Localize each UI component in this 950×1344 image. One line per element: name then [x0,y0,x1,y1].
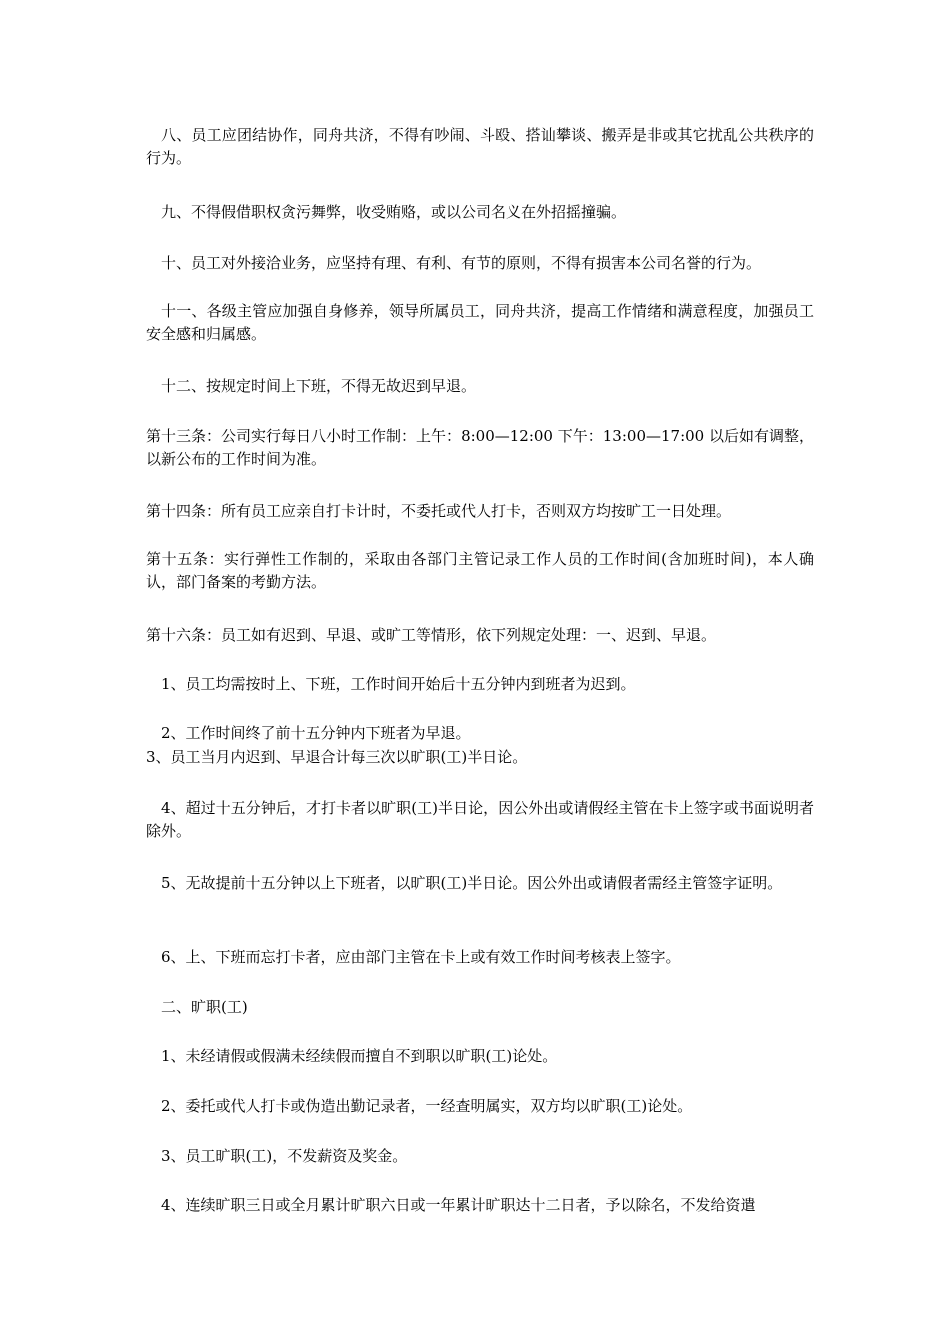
paragraph-article-14: 第十四条：所有员工应亲自打卡计时，不委托或代人打卡，否则双方均按旷工一日处理。 [146,502,732,520]
paragraph-rule-9: 九、不得假借职权贪污舞弊，收受贿赂，或以公司名义在外招摇撞骗。 [161,203,627,221]
paragraph-absence-4: 4、连续旷职三日或全月累计旷职六日或一年累计旷职达十二日者，予以除名，不发给资遣 [161,1196,756,1214]
paragraph-rule-11: 十一、各级主管应加强自身修养，领导所属员工，同舟共济，提高工作情绪和满意程度，加强员工安全感和归属感。 [146,302,814,343]
paragraph-rule-12: 十二、按规定时间上下班，不得无故迟到早退。 [161,377,477,395]
paragraph-item-4: 4、超过十五分钟后，才打卡者以旷职(工)半日论，因公外出或请假经主管在卡上签字或书面说明者除外。 [146,799,814,840]
paragraph-item-2: 2、工作时间终了前十五分钟内下班者为早退。 [161,724,471,742]
paragraph-rule-10: 十、员工对外接洽业务，应坚持有理、有利、有节的原则，不得有损害本公司名誉的行为。 [161,254,762,272]
paragraph-item-6: 6、上、下班而忘打卡者，应由部门主管在卡上或有效工作时间考核表上签字。 [161,948,681,966]
paragraph-absence-1: 1、未经请假或假满未经续假而擅自不到职以旷职(工)论处。 [161,1047,558,1065]
paragraph-article-15: 第十五条：实行弹性工作制的，采取由各部门主管记录工作人员的工作时间(含加班时间)，本人确认，部门备案的考勤方法。 [146,550,814,591]
paragraph-item-1: 1、员工均需按时上、下班，工作时间开始后十五分钟内到班者为迟到。 [161,675,636,693]
paragraph-article-13: 第十三条：公司实行每日八小时工作制：上午：8:00—12:00 下午：13:00—17:00 以后如有调整，以新公布的工作时间为准。 [146,427,814,468]
paragraph-absence-2: 2、委托或代人打卡或伪造出勤记录者，一经查明属实，双方均以旷职(工)论处。 [161,1097,693,1115]
paragraph-article-16: 第十六条：员工如有迟到、早退、或旷工等情形，依下列规定处理：一、迟到、早退。 [146,626,717,644]
section-heading-absence: 二、旷职(工) [161,998,248,1016]
paragraph-absence-3: 3、员工旷职(工)，不发薪资及奖金。 [161,1147,408,1165]
paragraph-item-3: 3、员工当月内迟到、早退合计每三次以旷职(工)半日论。 [146,748,528,766]
paragraph-rule-8: 八、员工应团结协作，同舟共济，不得有吵闹、斗殴、搭讪攀谈、搬弄是非或其它扰乱公共秩序的行为。 [146,126,814,167]
paragraph-item-5: 5、无故提前十五分钟以上下班者，以旷职(工)半日论。因公外出或请假者需经主管签字证明。 [161,874,783,892]
